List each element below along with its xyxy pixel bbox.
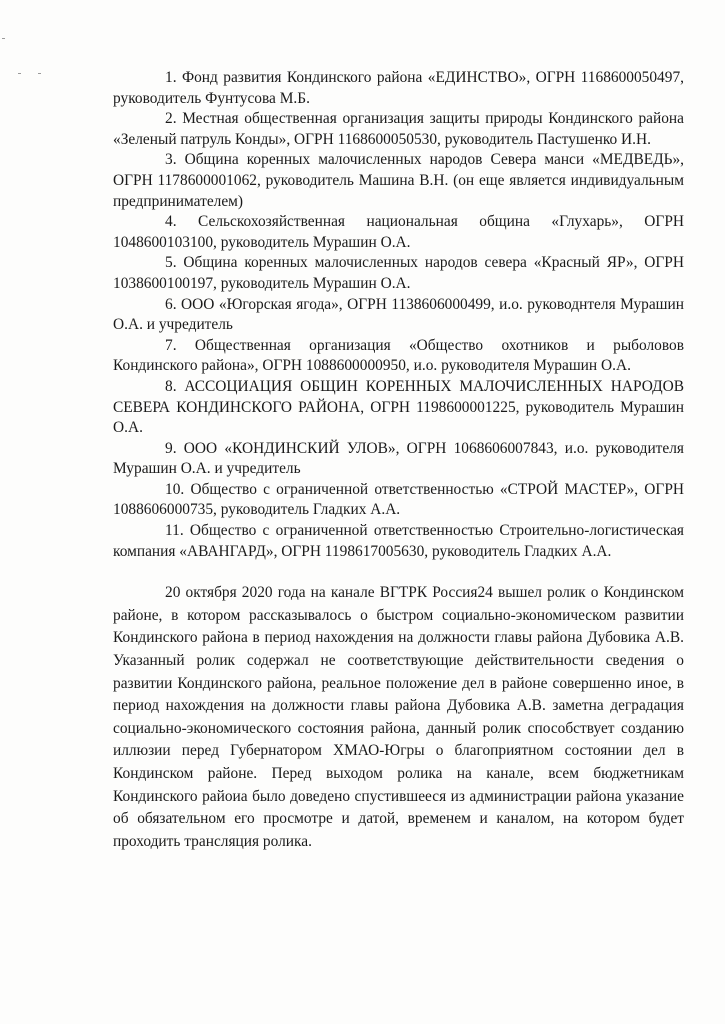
list-item: 1. Фонд развития Кондинского района «ЕДИНСТВО», ОГРН 1168600050497, руководитель Фунтусова М.Б. (113, 69, 684, 107)
list-item: 6. ООО «Югорская ягода», ОГРН 1138606000499, и.о. руководнтеля Мурашин О.А. и учредитель (113, 295, 684, 334)
list-item: 7. Общественная организация «Общество охотников и рыболовов Кондинского района», ОГРН 1088600000950, и.о. руководителя Мурашин О.А. (113, 336, 684, 375)
section-gap (113, 562, 684, 582)
scan-artifact (18, 73, 21, 74)
list-item: 4. Сельскохозяйственная национальная община «Глухарь», ОГРН 1048600103100, руководитель Мурашин О.А. (113, 213, 684, 251)
scan-artifact (2, 38, 5, 39)
organization-list (113, 68, 684, 562)
scan-artifact (38, 73, 41, 74)
list-item: 2. Местная общественная организация защиты природы Кондинского района «Зеленый патруль Конды», ОГРН 1168600050530, руководитель Пастушенко И.Н. (113, 110, 684, 148)
document-body (113, 68, 684, 853)
list-item: 5. Община коренных малочисленных народов севера «Красный ЯР», ОГРН 1038600100197, руководитель Мурашин О.А. (113, 254, 684, 292)
list-item: 8. АССОЦИАЦИЯ ОБЩИН КОРЕННЫХ МАЛОЧИСЛЕННЫХ НАРОДОВ СЕВЕРА КОНДИНСКОГО РАЙОНА, ОГРН 1198600001225, руководитель Мурашин О.А. (113, 377, 684, 437)
body-paragraph: 20 октября 2020 года на канале ВГТРК Россия24 вышел ролик о Кондинском районе, в котором рассказывалось о быстром социально-экономическом развитии Кондинского района в период нахождения на должности главы района Дубовика А.В. Указанный ролик содержал не соответствующие действительности сведения о развитии Кондинского района, реальное положение дел в районе совершенно иное, в период нахождения на должности главы района Дубовика А.В. заметна деградация социально-экономического состояния района, данный ролик способствует созданию иллюзии перед Губернатором ХМАО-Югры о благоприятном состоянии дел в Кондинском районе. Перед выходом ролика на канале, всем бюджетникам Кондинского райоиа было доведено спустившееся из администрации района указание об обязательном его просмотре и датой, временем и каналом, на котором будет проходить трансляция ролика. (113, 584, 684, 850)
list-item: 11. Общество с ограниченной ответственностью Строительно-логистическая компания «АВАНГАРД», ОГРН 1198617005630, руководитель Гладких А.А. (113, 522, 684, 560)
list-item: 9. ООО «КОНДИНСКИЙ УЛОВ», ОГРН 1068606007843, и.о. руководителя Мурашин О.А. и учредитель (113, 439, 684, 478)
list-item: 3. Община коренных малочисленных народов Севера манси «МЕДВЕДЬ», ОГРН 1178600001062, руководитель Машина В.Н. (он еще является индивидуальным предпринимателем) (113, 151, 684, 210)
list-item: 10. Общество с ограниченной ответственностью «СТРОЙ МАСТЕР», ОГРН 1088606000735, руководитель Гладких А.А. (113, 480, 684, 519)
